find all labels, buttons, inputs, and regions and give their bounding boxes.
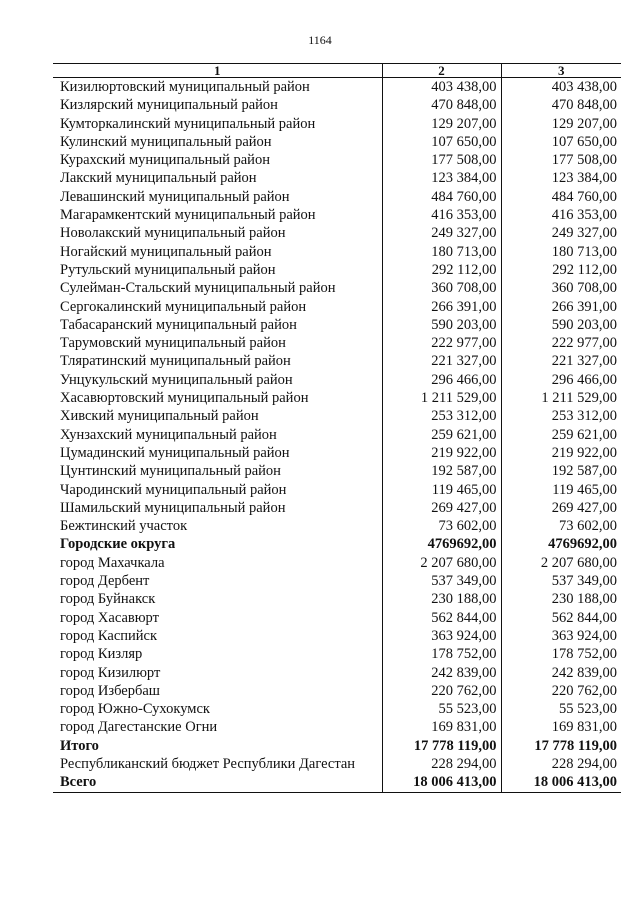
- row-value-col3: 537 349,00: [501, 572, 621, 590]
- table-row: [53, 224, 621, 242]
- table-row: [53, 426, 621, 444]
- row-value-col2: 119 465,00: [382, 481, 501, 499]
- row-value-col3: 416 353,00: [501, 206, 621, 224]
- row-name: Кизлярский муниципальный район: [60, 97, 278, 114]
- row-name: Левашинский муниципальный район: [60, 188, 290, 205]
- row-value-col2: 470 848,00: [382, 96, 501, 114]
- row-name: город Избербаш: [60, 682, 160, 699]
- row-name: город Кизляр: [60, 646, 143, 663]
- row-name: Кумторкалинский муниципальный район: [60, 115, 316, 132]
- row-value-col2: 192 587,00: [382, 462, 501, 480]
- row-name: Лакский муниципальный район: [60, 170, 257, 187]
- row-name: город Южно-Сухокумск: [60, 701, 210, 718]
- row-name: Бежтинский участок: [60, 518, 188, 535]
- table-row: [53, 334, 621, 352]
- row-value-col2: 590 203,00: [382, 316, 501, 334]
- row-value-col3: 228 294,00: [501, 755, 621, 773]
- row-name: Цумадинский муниципальный район: [60, 444, 290, 461]
- row-name: Ногайский муниципальный район: [60, 243, 272, 260]
- table-row: [53, 718, 621, 736]
- row-value-col2: 55 523,00: [382, 700, 501, 718]
- row-value-col3: 269 427,00: [501, 499, 621, 517]
- row-value-col2: 363 924,00: [382, 627, 501, 645]
- table-row: [53, 535, 621, 553]
- row-value-col2: 416 353,00: [382, 206, 501, 224]
- row-name: Магарамкентский муниципальный район: [60, 207, 316, 224]
- row-value-col3: 590 203,00: [501, 316, 621, 334]
- row-name: Республиканский бюджет Республики Дагестан: [60, 755, 356, 772]
- row-value-col3: 222 977,00: [501, 334, 621, 352]
- row-name: Городские округа: [60, 536, 176, 553]
- row-value-col3: 470 848,00: [501, 96, 621, 114]
- row-name: Рутульский муниципальный район: [60, 261, 276, 278]
- table-row: [53, 78, 621, 97]
- row-value-col3: 2 207 680,00: [501, 554, 621, 572]
- budget-table: [53, 63, 621, 793]
- row-name: Хивский муниципальный район: [60, 408, 259, 425]
- row-value-col3: 249 327,00: [501, 224, 621, 242]
- row-value-col2: 219 922,00: [382, 444, 501, 462]
- row-value-col3: 73 602,00: [501, 517, 621, 535]
- table-row: [53, 682, 621, 700]
- row-value-col2: 253 312,00: [382, 407, 501, 425]
- row-value-col2: 230 188,00: [382, 590, 501, 608]
- row-value-col2: 2 207 680,00: [382, 554, 501, 572]
- row-value-col3: 4769692,00: [501, 535, 621, 553]
- table-row: [53, 645, 621, 663]
- row-value-col3: 562 844,00: [501, 609, 621, 627]
- row-value-col2: 1 211 529,00: [382, 389, 501, 407]
- table-row: [53, 481, 621, 499]
- row-value-col2: 537 349,00: [382, 572, 501, 590]
- row-name: Тарумовский муниципальный район: [60, 335, 286, 352]
- table-row: [53, 371, 621, 389]
- row-value-col2: 484 760,00: [382, 188, 501, 206]
- row-name: Хасавюртовский муниципальный район: [60, 390, 309, 407]
- row-value-col2: 18 006 413,00: [382, 773, 501, 792]
- row-value-col3: 123 384,00: [501, 169, 621, 187]
- table-row: [53, 298, 621, 316]
- column-header-2: 2: [382, 64, 501, 78]
- table-row: [53, 737, 621, 755]
- row-name: Новолакский муниципальный район: [60, 225, 286, 242]
- row-value-col3: 119 465,00: [501, 481, 621, 499]
- row-value-col2: 220 762,00: [382, 682, 501, 700]
- table-row: [53, 773, 621, 792]
- row-value-col2: 266 391,00: [382, 298, 501, 316]
- row-value-col3: 180 713,00: [501, 243, 621, 261]
- row-name: Курахский муниципальный район: [60, 152, 270, 169]
- row-name: Шамильский муниципальный район: [60, 499, 286, 516]
- row-value-col2: 249 327,00: [382, 224, 501, 242]
- row-name: город Каспийск: [60, 627, 158, 644]
- table-row: [53, 316, 621, 334]
- row-value-col3: 230 188,00: [501, 590, 621, 608]
- table-row: [53, 572, 621, 590]
- row-name: Кизилюртовский муниципальный район: [60, 79, 310, 95]
- row-value-col3: 360 708,00: [501, 279, 621, 297]
- row-value-col3: 219 922,00: [501, 444, 621, 462]
- row-value-col2: 180 713,00: [382, 243, 501, 261]
- row-value-col3: 178 752,00: [501, 645, 621, 663]
- row-value-col3: 17 778 119,00: [501, 737, 621, 755]
- row-name: Чародинский муниципальный район: [60, 481, 287, 498]
- table-row: [53, 499, 621, 517]
- table-row: [53, 609, 621, 627]
- row-name: Унцукульский муниципальный район: [60, 371, 293, 388]
- row-name: Хунзахский муниципальный район: [60, 426, 277, 443]
- row-name: Табасаранский муниципальный район: [60, 316, 297, 333]
- table-row: [53, 115, 621, 133]
- row-value-col2: 562 844,00: [382, 609, 501, 627]
- row-value-col2: 403 438,00: [382, 78, 501, 97]
- table-row: [53, 243, 621, 261]
- row-value-col2: 228 294,00: [382, 755, 501, 773]
- row-value-col2: 107 650,00: [382, 133, 501, 151]
- row-value-col3: 107 650,00: [501, 133, 621, 151]
- column-header-1: 1: [53, 64, 382, 78]
- table-row: [53, 96, 621, 114]
- row-value-col3: 177 508,00: [501, 151, 621, 169]
- row-value-col2: 178 752,00: [382, 645, 501, 663]
- row-value-col2: 292 112,00: [382, 261, 501, 279]
- table-row: [53, 700, 621, 718]
- row-name: Тляратинский муниципальный район: [60, 353, 291, 370]
- row-value-col3: 220 762,00: [501, 682, 621, 700]
- row-value-col2: 360 708,00: [382, 279, 501, 297]
- row-value-col2: 123 384,00: [382, 169, 501, 187]
- row-value-col2: 169 831,00: [382, 718, 501, 736]
- row-value-col2: 221 327,00: [382, 352, 501, 370]
- row-value-col3: 55 523,00: [501, 700, 621, 718]
- table-row: [53, 590, 621, 608]
- row-value-col3: 192 587,00: [501, 462, 621, 480]
- table-row: [53, 279, 621, 297]
- row-value-col3: 1 211 529,00: [501, 389, 621, 407]
- row-name: Кулинский муниципальный район: [60, 133, 272, 150]
- row-value-col3: 259 621,00: [501, 426, 621, 444]
- row-name: город Буйнакск: [60, 591, 156, 608]
- row-value-col3: 292 112,00: [501, 261, 621, 279]
- row-value-col3: 403 438,00: [501, 78, 621, 97]
- table-header-row: [53, 64, 621, 78]
- table-row: [53, 389, 621, 407]
- row-value-col3: 253 312,00: [501, 407, 621, 425]
- table-row: [53, 261, 621, 279]
- table-row: [53, 517, 621, 535]
- row-value-col2: 129 207,00: [382, 115, 501, 133]
- row-name: город Кизилюрт: [60, 664, 161, 681]
- row-name: город Дагестанские Огни: [60, 719, 218, 736]
- row-value-col3: 18 006 413,00: [501, 773, 621, 792]
- row-value-col3: 129 207,00: [501, 115, 621, 133]
- row-name: Цунтинский муниципальный район: [60, 463, 281, 480]
- row-value-col3: 296 466,00: [501, 371, 621, 389]
- table-row: [53, 188, 621, 206]
- table-row: [53, 462, 621, 480]
- row-value-col2: 73 602,00: [382, 517, 501, 535]
- row-value-col2: 17 778 119,00: [382, 737, 501, 755]
- row-value-col3: 242 839,00: [501, 664, 621, 682]
- row-value-col3: 266 391,00: [501, 298, 621, 316]
- column-header-3: 3: [501, 64, 621, 78]
- row-name: Итого: [60, 737, 99, 754]
- table-row: [53, 407, 621, 425]
- row-value-col3: 484 760,00: [501, 188, 621, 206]
- row-name: город Дербент: [60, 573, 150, 590]
- row-value-col2: 269 427,00: [382, 499, 501, 517]
- row-value-col2: 259 621,00: [382, 426, 501, 444]
- table-row: [53, 627, 621, 645]
- row-value-col3: 221 327,00: [501, 352, 621, 370]
- row-value-col2: 222 977,00: [382, 334, 501, 352]
- row-name: город Хасавюрт: [60, 609, 159, 626]
- table-row: [53, 352, 621, 370]
- table-row: [53, 554, 621, 572]
- row-name: Сулейман-Стальский муниципальный район: [60, 280, 336, 297]
- row-name: Всего: [53, 773, 382, 792]
- row-value-col3: 169 831,00: [501, 718, 621, 736]
- row-value-col2: 4769692,00: [382, 535, 501, 553]
- table-body: [53, 78, 621, 793]
- table-row: [53, 206, 621, 224]
- page-number: 1164: [308, 33, 332, 47]
- row-value-col2: 296 466,00: [382, 371, 501, 389]
- row-value-col2: 177 508,00: [382, 151, 501, 169]
- row-value-col2: 242 839,00: [382, 664, 501, 682]
- row-value-col3: 363 924,00: [501, 627, 621, 645]
- row-name: Сергокалинский муниципальный район: [60, 298, 307, 315]
- table-row: [53, 755, 621, 773]
- table-row: [53, 664, 621, 682]
- row-name: город Махачкала: [60, 554, 165, 571]
- table-row: [53, 133, 621, 151]
- table-row: [53, 169, 621, 187]
- table-row: [53, 151, 621, 169]
- table-row: [53, 444, 621, 462]
